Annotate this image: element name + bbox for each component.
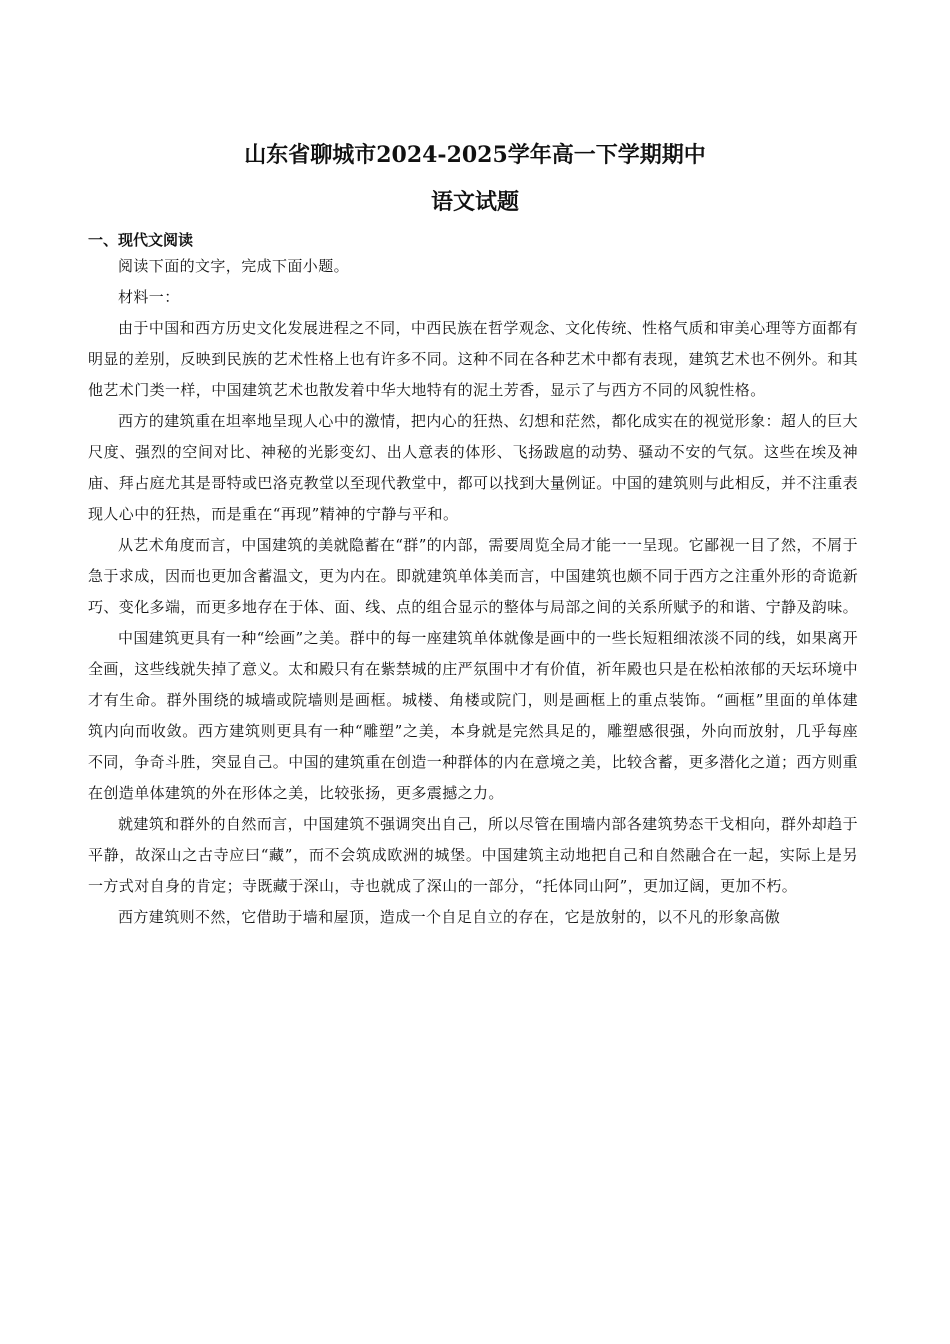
section-heading: 一、现代文阅读 (88, 231, 194, 249)
body-paragraph: 从艺术角度而言，中国建筑的美就隐蓄在“群”的内部，需要周览全局才能一一呈现。它鄙视一目了然，不屑于急于求成，因而也更加含蓄温文，更为内在。即就建筑单体美而言，中国建筑也颇不同于西方之注重外形的奇诡新巧、变化多端，而更多地存在于体、面、线、点的组合显示的整体与局部之间的关系所赋予的和谐、宁静及韵味。 (88, 536, 859, 616)
body-paragraph: 由于中国和西方历史文化发展进程之不同，中西民族在哲学观念、文化传统、性格气质和审美心理等方面都有明显的差别，反映到民族的艺术性格上也有许多不同。这种不同在各种艺术中都有表现，建筑艺术也不例外。和其他艺术门类一样，中国建筑艺术也散发着中华大地特有的泥土芳香，显示了与西方不同的风貌性格。 (88, 319, 859, 399)
body-paragraph: 就建筑和群外的自然而言，中国建筑不强调突出自己，所以尽管在围墙内部各建筑势态干戈相向，群外却趋于平静，故深山之古寺应曰“藏”，而不会筑成欧洲的城堡。中国建筑主动地把自己和自然融合在一起，实际上是另一方式对自身的肯定；寺既藏于深山，寺也就成了深山的一部分，“托体同山阿”，更加辽阔，更加不朽。 (88, 815, 858, 895)
document-title: 山东省聊城市2024-2025学年高一下学期期中 (244, 142, 706, 168)
body-paragraph: 西方建筑则不然，它借助于墙和屋顶，造成一个自足自立的存在，它是放射的，以不凡的形象高傲 (118, 908, 781, 926)
document-body (88, 251, 858, 933)
material-label: 材料一： (118, 288, 180, 306)
document-subtitle: 语文试题 (430, 189, 519, 215)
instruction-text: 阅读下面的文字，完成下面小题。 (118, 257, 350, 275)
body-paragraph: 中国建筑更具有一种“绘画”之美。群中的每一座建筑单体就像是画中的一些长短粗细浓淡不同的线，如果离开全画，这些线就失掉了意义。太和殿只有在紫禁城的庄严氛围中才有价值，祈年殿也只是在松柏浓郁的天坛环境中才有生命。群外围绕的城墙或院墙则是画框。城楼、角楼或院门，则是画框上的重点装饰。“画框”里面的单体建筑内向而收敛。西方建筑则更具有一种“雕塑”之美，本身就是完然具足的，雕塑感很强，外向而放射，几乎每座不同，争奇斗胜，突显自己。中国的建筑重在创造一种群体的内在意境之美，比较含蓄，更多潜化之道；西方则重在创造单体建筑的外在形体之美，比较张扬，更多震撼之力。 (88, 629, 859, 802)
body-paragraph: 西方的建筑重在坦率地呈现人心中的激情，把内心的狂热、幻想和茫然，都化成实在的视觉形象：超人的巨大尺度、强烈的空间对比、神秘的光影变幻、出人意表的体形、飞扬跋扈的动势、骚动不安的气氛。这些在埃及神庙、拜占庭尤其是哥特或巴洛克教堂以至现代教堂中，都可以找到大量例证。中国的建筑则与此相反，并不注重表现人心中的狂热，而是重在“再现”精神的宁静与平和。 (88, 412, 859, 523)
